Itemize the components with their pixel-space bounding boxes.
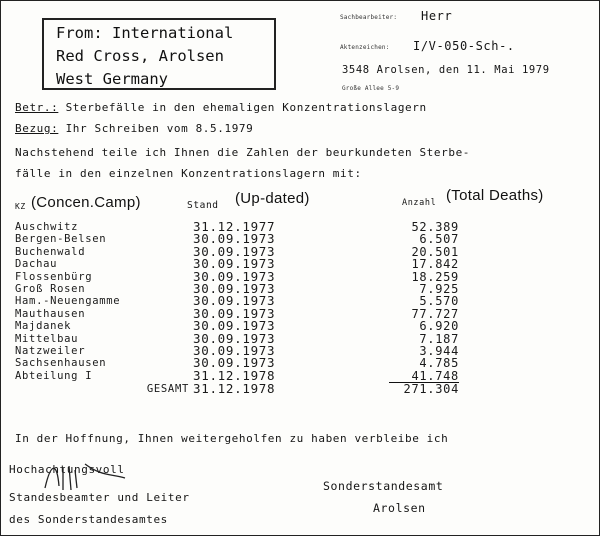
header-kz-hand: (Concen.Camp) (31, 194, 141, 211)
intro-line-2: fälle in den einzelnen Konzentrationslagern mit: (15, 167, 362, 180)
camp-name: Dachau (15, 258, 58, 271)
stand-date: 31.12.1977 (193, 219, 276, 234)
camp-name: Majdanek (15, 320, 72, 333)
stand-date: 30.09.1973 (193, 343, 276, 359)
camp-name: Auschwitz (15, 221, 79, 233)
signature-left-line-1: Standesbeamter und Leiter (9, 491, 190, 504)
camp-name: Groß Rosen (15, 283, 86, 296)
address-line: Große Allee 5-9 (342, 85, 400, 92)
total-label: GESAMT (146, 383, 189, 396)
aktenzeichen-label: Aktenzeichen: (340, 44, 390, 51)
death-count: 20.501 (411, 244, 459, 259)
death-count: 17.842 (411, 257, 459, 272)
header-anzahl-hand: (Total Deaths) (446, 187, 544, 204)
signature-left-line-2: des Sonderstandesamtes (9, 513, 168, 526)
header-kz-typed: KZ (15, 202, 26, 211)
signature-right-line-2: Arolsen (373, 501, 426, 515)
subject-label: Betr.: (15, 101, 59, 114)
subject-line (15, 101, 427, 114)
reference-text: Ihr Schreiben vom 8.5.1979 (65, 122, 254, 135)
death-count: 77.727 (411, 306, 459, 321)
stand-date: 30.09.1973 (193, 355, 276, 371)
death-count: 52.389 (411, 220, 459, 234)
header-stand-typed: Stand (187, 200, 219, 211)
stand-date: 30.09.1973 (193, 305, 276, 321)
header-stand-hand: (Up-dated) (235, 190, 310, 207)
death-count: 7.187 (419, 331, 459, 346)
reference-line (15, 122, 253, 135)
camp-name: Buchenwald (15, 245, 86, 258)
table-total-row (15, 383, 459, 396)
death-count: 6.507 (419, 232, 459, 247)
stamp-line-1: From: International (56, 24, 234, 42)
total-date: 31.12.1978 (193, 381, 276, 397)
stand-date: 30.09.1973 (193, 268, 276, 284)
stamp-line-3: West Germany (56, 70, 168, 88)
death-count: 6.920 (419, 319, 459, 334)
stand-date: 31.12.1978 (193, 368, 276, 384)
stand-date: 30.09.1973 (193, 243, 276, 259)
camp-name: Natzweiler (15, 345, 86, 358)
reference-label: Bezug: (15, 122, 59, 135)
stand-date: 30.09.1973 (193, 256, 276, 272)
sender-stamp (42, 18, 276, 90)
aktenzeichen-value: I/V-050-Sch-. (413, 39, 515, 53)
camp-name: Ham.-Neuengamme (15, 295, 121, 308)
signature-scribble (41, 456, 131, 496)
death-count: 3.944 (419, 344, 459, 359)
place-date: 3548 Arolsen, den 11. Mai 1979 (342, 64, 550, 76)
closing-line: In der Hoffnung, Ihnen weitergeholfen zu haben verbleibe ich (15, 432, 449, 445)
death-count: 4.785 (419, 356, 459, 371)
death-count: 7.925 (419, 282, 459, 297)
stand-date: 30.09.1973 (193, 293, 276, 309)
salutation: Hochachtungsvoll (9, 463, 125, 476)
intro-line-1: Nachstehend teile ich Ihnen die Zahlen der beurkundeten Sterbe- (15, 146, 471, 159)
camp-name: Flossenbürg (15, 270, 93, 283)
total-count: 271.304 (389, 383, 459, 396)
stand-date: 30.09.1973 (193, 281, 276, 297)
camp-name: Bergen-Belsen (15, 233, 107, 246)
death-count: 18.259 (411, 269, 459, 284)
death-count: 5.570 (419, 294, 459, 309)
camp-name: Mittelbau (15, 332, 79, 345)
camp-name: Sachsenhausen (15, 357, 107, 370)
signature-right-line-1: Sonderstandesamt (323, 479, 444, 493)
sachbearbeiter-label: Sachbearbeiter: (340, 14, 398, 21)
stamp-line-2: Red Cross, Arolsen (56, 47, 224, 65)
stand-date: 30.09.1973 (193, 231, 276, 247)
deaths-table-body (15, 221, 459, 396)
camp-name: Mauthausen (15, 307, 86, 320)
death-count: 41.748 (411, 368, 459, 383)
sachbearbeiter-value: Herr (421, 9, 453, 23)
subject-text: Sterbefälle in den ehemaligen Konzentrationslagern (65, 101, 427, 114)
camp-name: Abteilung I (15, 370, 93, 383)
header-anzahl-typed: Anzahl (402, 198, 437, 208)
stand-date: 30.09.1973 (193, 318, 276, 334)
deaths-table (15, 221, 459, 396)
stand-date: 30.09.1973 (193, 330, 276, 346)
